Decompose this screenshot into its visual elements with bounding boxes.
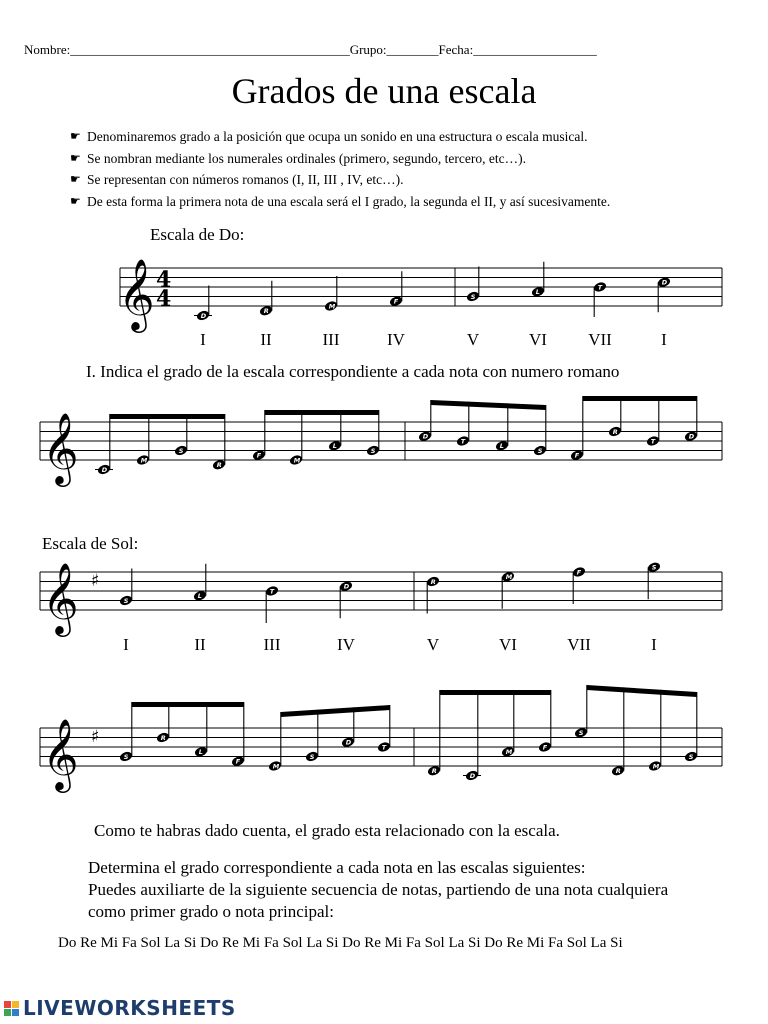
notehead-syllable: M xyxy=(140,456,148,465)
notehead-syllable: D xyxy=(343,582,350,591)
notehead-syllable: S xyxy=(123,752,129,761)
notehead-syllable: D xyxy=(688,432,695,441)
notehead-syllable: F xyxy=(256,451,262,460)
paragraph-instruction-line3: como primer grado o nota principal: xyxy=(88,902,334,921)
degree-label: VII xyxy=(588,330,612,349)
scale-do-label: Escala de Do: xyxy=(150,225,245,244)
paragraph-scale-relation: Como te habras dado cuenta, el grado esta relacionado con la escala. xyxy=(94,821,560,840)
paragraph-instruction-line1: Determina el grado correspondiente a cada nota en las escalas siguientes: xyxy=(88,858,586,877)
note-beam xyxy=(440,690,551,695)
paragraph-instruction-line2: Puedes auxiliarte de la siguiente secuencia de notas, partiendo de una nota cualquiera xyxy=(88,880,669,899)
notehead-syllable: R xyxy=(431,767,437,776)
notehead-syllable: F xyxy=(393,297,399,306)
notehead-syllable: R xyxy=(430,577,436,586)
degree-label: IV xyxy=(337,635,355,654)
notehead-syllable: M xyxy=(328,302,336,311)
notehead-syllable: F xyxy=(574,451,580,460)
notehead-syllable: S xyxy=(370,446,376,455)
notehead-syllable: F xyxy=(542,743,548,752)
degree-label: VI xyxy=(499,635,517,654)
time-signature-bottom: 4 xyxy=(156,286,172,312)
page-title: Grados de una escala xyxy=(231,71,537,111)
degree-label: V xyxy=(426,635,440,654)
notehead-syllable: M xyxy=(293,456,301,465)
notehead-syllable: R xyxy=(160,733,166,742)
notehead-syllable: L xyxy=(197,592,202,601)
degree-label: I xyxy=(651,635,657,654)
header-fields: Nombre:___________________________________________Grupo:________Fecha:___________________ xyxy=(24,42,597,57)
notehead-syllable: D xyxy=(200,311,207,320)
notehead-syllable: M xyxy=(652,762,660,771)
note-beam xyxy=(110,414,225,419)
notehead-syllable: M xyxy=(505,573,513,582)
notehead-syllable: D xyxy=(345,738,352,747)
exercise1-instruction: I. Indica el grado de la escala correspondiente a cada nota con numero romano xyxy=(86,362,620,381)
bullet-item: ☛ De esta forma la primera nota de una escala será el I grado, la segunda el II, y así sucesivamente. xyxy=(70,191,610,213)
notehead-syllable: S xyxy=(178,446,184,455)
pointing-hand-icon: ☛ xyxy=(70,193,81,208)
degree-label: VI xyxy=(529,330,547,349)
note-beam xyxy=(583,396,697,401)
degree-label: I xyxy=(123,635,129,654)
degree-label: II xyxy=(260,330,272,349)
notehead-syllable: S xyxy=(651,563,657,572)
note-beam xyxy=(132,702,244,707)
degree-label: II xyxy=(194,635,206,654)
notehead-syllable: S xyxy=(537,446,543,455)
notehead-syllable: F xyxy=(576,568,582,577)
notehead-syllable: F xyxy=(235,757,241,766)
liveworksheets-logo: LIVEWORKSHEETS xyxy=(4,996,236,1020)
scale-sol-label: Escala de Sol: xyxy=(42,534,139,553)
bullet-item: ☛ Se representan con números romanos (I, II, III , IV, etc…). xyxy=(70,169,610,191)
time-signature-top: 4 xyxy=(156,267,172,293)
degree-label: I xyxy=(200,330,206,349)
treble-clef-icon: 𝄞 xyxy=(42,717,79,790)
notehead-syllable: S xyxy=(470,292,476,301)
notehead-syllable: L xyxy=(198,748,203,757)
notehead-syllable: L xyxy=(332,442,337,451)
notehead-syllable: L xyxy=(535,288,540,297)
note-beam xyxy=(281,705,390,717)
degree-label: VII xyxy=(567,635,591,654)
notehead-syllable: M xyxy=(272,762,280,771)
sharp-icon: ♯ xyxy=(91,571,100,591)
notehead-syllable: T xyxy=(650,437,656,446)
notehead-syllable: T xyxy=(269,587,275,596)
notehead-syllable: R xyxy=(615,767,621,776)
logo-mark-icon xyxy=(4,1001,19,1016)
note-beam xyxy=(265,410,379,415)
notehead-syllable: T xyxy=(597,283,603,292)
note-beam xyxy=(587,685,697,697)
pointing-hand-icon: ☛ xyxy=(70,172,81,186)
degree-label: V xyxy=(466,330,480,349)
sharp-icon: ♯ xyxy=(91,727,100,747)
treble-clef-icon: 𝄞 xyxy=(42,411,79,484)
notehead-syllable: D xyxy=(101,465,108,474)
degree-label: IV xyxy=(387,330,405,349)
degree-label: I xyxy=(661,330,667,349)
notehead-syllable: D xyxy=(661,278,668,287)
notehead-syllable: T xyxy=(460,437,466,446)
notehead-syllable: D xyxy=(422,432,429,441)
bullet-item: ☛ Denominaremos grado a la posición que ocupa un sonido en una estructura o escala musical. xyxy=(70,126,610,148)
note-beam xyxy=(431,400,546,410)
pointing-hand-icon: ☛ xyxy=(70,150,81,165)
notehead-syllable: R xyxy=(263,307,269,316)
treble-clef-icon: 𝄞 xyxy=(118,257,155,330)
notehead-syllable: D xyxy=(469,771,476,780)
notehead-syllable: R xyxy=(216,461,222,470)
notehead-syllable: R xyxy=(612,427,618,436)
notehead-syllable: S xyxy=(688,752,694,761)
bullet-item: ☛ Se nombran mediante los numerales ordinales (primero, segundo, tercero, etc…). xyxy=(70,148,610,170)
notehead-syllable: M xyxy=(505,748,513,757)
treble-clef-icon: 𝄞 xyxy=(42,561,79,634)
pointing-hand-icon: ☛ xyxy=(70,129,81,143)
degree-label: III xyxy=(263,635,281,654)
notehead-syllable: S xyxy=(123,596,129,605)
notehead-syllable: T xyxy=(381,743,387,752)
notehead-syllable: S xyxy=(578,729,584,738)
note-sequence: Do Re Mi Fa Sol La Si Do Re Mi Fa Sol La Si Do Re Mi Fa Sol La Si Do Re Mi Fa Sol La Si xyxy=(58,935,623,951)
degree-label: III xyxy=(322,330,340,349)
notehead-syllable: S xyxy=(309,752,315,761)
notehead-syllable: L xyxy=(499,442,504,451)
